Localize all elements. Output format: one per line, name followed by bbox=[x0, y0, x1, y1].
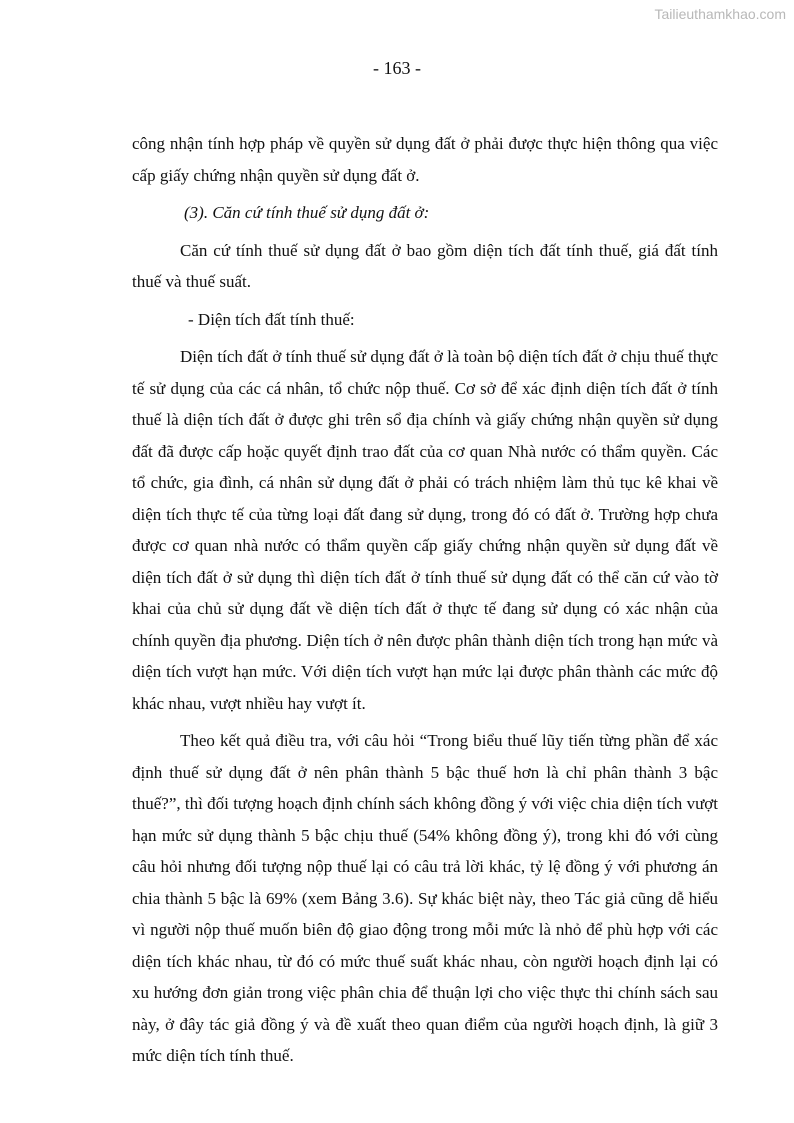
page-number: - 163 - bbox=[373, 58, 421, 78]
document-body bbox=[132, 128, 718, 1078]
watermark: Tailieuthamkhao.com bbox=[654, 6, 786, 22]
paragraph-continuation: công nhận tính hợp pháp về quyền sử dụng đất ở phải được thực hiện thông qua việc cấp giấy chứng nhận quyền sử dụng đất ở. bbox=[132, 134, 718, 185]
subheading-taxable-area: - Diện tích đất tính thuế: bbox=[188, 309, 355, 329]
paragraph-survey-results: Theo kết quả điều tra, với câu hỏi “Trong biểu thuế lũy tiến từng phần để xác định thuế sử dụng đất ở nên phân thành 5 bậc thuế hơn là chỉ phân thành 3 bậc thuế?”, thì đối tượng hoạch định chính sách không đồng ý với việc chia diện tích vượt hạn mức sử dụng thành 5 bậc chịu thuế (54% không đồng ý), trong khi đó với cùng câu hỏi nhưng đối tượng nộp thuế lại có câu trả lời khác, tỷ lệ đồng ý với phương án chia thành 5 bậc là 69% (xem Bảng 3.6). Sự khác biệt này, theo Tác giả cũng dễ hiểu vì người nộp thuế muốn biên độ giao động trong mỗi mức là nhỏ để phù hợp với các diện tích khác nhau, từ đó có mức thuế suất khác nhau, còn người hoạch định lại có xu hướng đơn giản trong việc phân chia để thuận lợi cho việc thực thi chính sách sau này, ở đây tác giả đồng ý và đề xuất theo quan điểm của người hoạch định, là giữ 3 mức diện tích tính thuế. bbox=[132, 731, 718, 1065]
section-heading: (3). Căn cứ tính thuế sử dụng đất ở: bbox=[184, 203, 430, 222]
paragraph-taxable-area: Diện tích đất ở tính thuế sử dụng đất ở là toàn bộ diện tích đất ở chịu thuế thực tế sử dụng của các cá nhân, tổ chức nộp thuế. Cơ sở để xác định diện tích đất ở tính thuế là diện tích đất ở được ghi trên sổ địa chính và giấy chứng nhận quyền sử dụng đất đã được cấp hoặc quyết định trao đất của cơ quan Nhà nước có thẩm quyền. Các tổ chức, gia đình, cá nhân sử dụng đất ở phải có trách nhiệm làm thủ tục kê khai về diện tích thực tế của từng loại đất đang sử dụng, trong đó có đất ở. Trường hợp chưa được cơ quan nhà nước có thẩm quyền cấp giấy chứng nhận quyền sử dụng đất về diện tích đất ở sử dụng thì diện tích đất ở tính thuế sử dụng đất có thể căn cứ vào tờ khai của chủ sử dụng đất về diện tích đất ở thực tế đang sử dụng có xác nhận của chính quyền địa phương. Diện tích ở nên được phân thành diện tích trong hạn mức và diện tích vượt hạn mức. Với diện tích vượt hạn mức lại được phân thành các mức độ khác nhau, vượt nhiều hay vượt ít. bbox=[132, 347, 718, 713]
paragraph-tax-basis: Căn cứ tính thuế sử dụng đất ở bao gồm diện tích đất tính thuế, giá đất tính thuế và thuế suất. bbox=[132, 240, 718, 291]
